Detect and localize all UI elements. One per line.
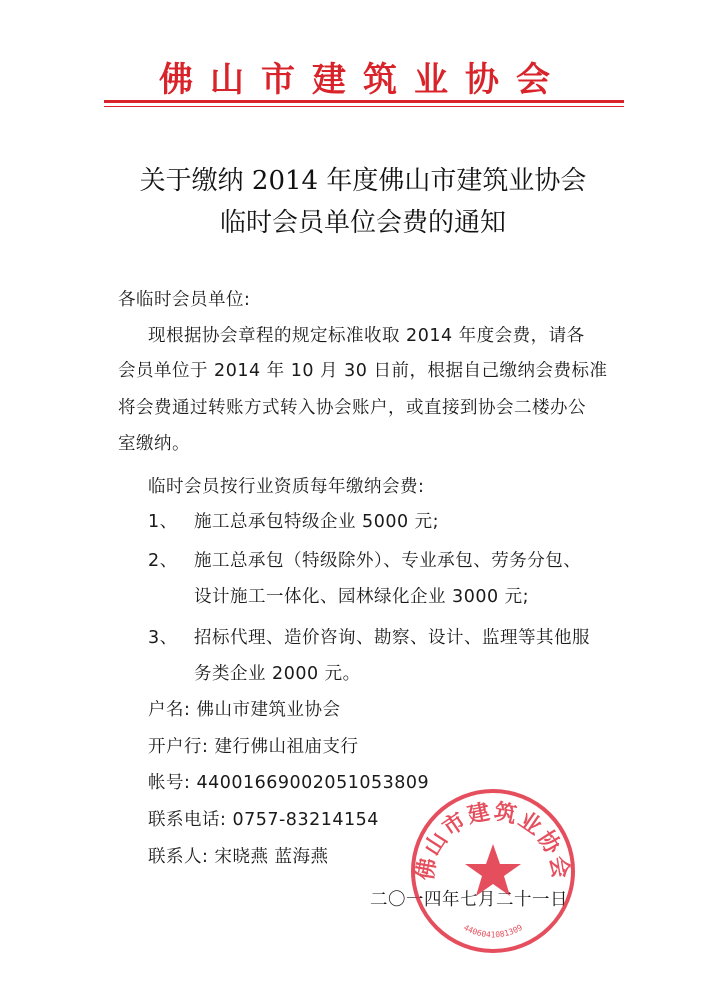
letterhead-org-name: 佛山市建筑业协会 [159,60,567,100]
list-item-3 [148,624,590,649]
list-item-number: 1、 [148,512,178,532]
svg-text:4406041081309 [462,923,524,940]
account-number: 帐号: 44001669002051053809 [148,773,430,793]
list-item-1 [148,508,439,533]
title-line-1: 关于缴纳 2014 年度佛山市建筑业协会 [139,166,587,196]
letterhead-rule-thick [104,100,624,103]
seal-star-icon [465,844,521,896]
official-seal-stamp [408,786,578,956]
seal-org-text: 佛山市建筑业协会 [412,798,574,883]
list-item-number: 3、 [148,628,178,648]
contact-persons: 联系人: 宋晓燕 蓝海燕 [148,847,329,867]
account-bank: 开户行: 建行佛山祖庙支行 [148,737,359,757]
title-line-2: 临时会员单位会费的通知 [219,208,506,238]
para1-line-1: 现根据协会章程的规定标准收取 2014 年度会费，请各 [148,326,585,346]
para2: 临时会员按行业资质每年缴纳会费: [148,477,425,497]
seal-code-text: 4406041081309 [462,922,524,940]
list-item-text: 施工总承包特级企业 5000 元; [194,512,440,532]
letterhead-rule-thin [104,106,624,107]
document-date: 二〇一四年七月二十一日 [370,890,568,910]
list-item-text: 招标代理、造价咨询、勘察、设计、监理等其他服 [194,628,590,648]
list-item-2 [148,547,581,572]
contact-phone: 联系电话: 0757-83214154 [148,810,379,830]
list-item-3-cont: 务类企业 2000 元。 [194,664,361,684]
list-item-2-cont: 设计施工一体化、园林绿化企业 3000 元; [194,587,530,607]
list-item-number: 2、 [148,551,178,571]
para1-line-4: 室缴纳。 [118,434,190,454]
account-name: 户名: 佛山市建筑业协会 [148,700,341,720]
salutation: 各临时会员单位: [118,290,251,310]
para1-line-2: 会员单位于 2014 年 10 月 30 日前，根据自己缴纳会费标准 [118,361,608,381]
list-item-text: 施工总承包（特级除外）、专业承包、劳务分包、 [194,551,582,571]
para1-line-3: 将会费通过转账方式转入协会账户，或直接到协会二楼办公 [118,398,586,418]
